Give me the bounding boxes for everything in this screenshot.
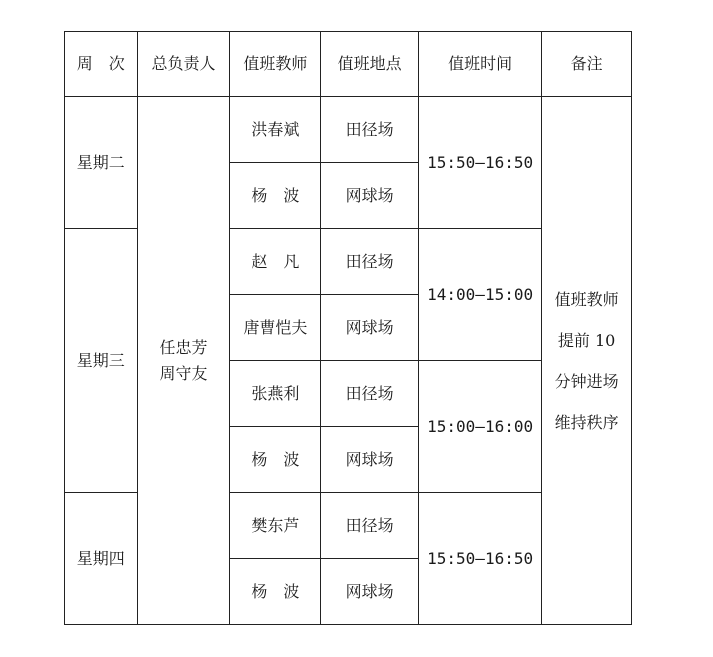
location-cell: 田径场 [321, 493, 419, 559]
chief-name: 周守友 [159, 363, 208, 383]
chief-cell [137, 97, 230, 625]
location-cell: 网球场 [321, 559, 419, 625]
note-line: 提前 10 [557, 330, 616, 350]
note-line: 分钟进场 [554, 371, 619, 391]
note-line: 维持秩序 [554, 412, 619, 432]
time-cell: 14:00–15:00 [419, 229, 542, 361]
header-time: 值班时间 [419, 32, 542, 97]
teacher-cell: 杨 波 [230, 163, 321, 229]
time-cell: 15:50–16:50 [419, 97, 542, 229]
location-cell: 田径场 [321, 97, 419, 163]
note-line: 值班教师 [554, 289, 619, 309]
time-cell: 15:00–16:00 [419, 361, 542, 493]
location-cell: 田径场 [321, 361, 419, 427]
time-cell: 15:50–16:50 [419, 493, 542, 625]
location-cell: 网球场 [321, 427, 419, 493]
teacher-cell: 洪春斌 [230, 97, 321, 163]
teacher-cell: 赵 凡 [230, 229, 321, 295]
table-row [65, 97, 632, 163]
header-chief: 总负责人 [137, 32, 230, 97]
note-cell [542, 97, 632, 625]
header-week: 周 次 [65, 32, 138, 97]
header-note: 备注 [542, 32, 632, 97]
teacher-cell: 张燕利 [230, 361, 321, 427]
duty-schedule-table [64, 31, 632, 625]
location-cell: 田径场 [321, 229, 419, 295]
teacher-cell: 杨 波 [230, 427, 321, 493]
teacher-cell: 樊东芦 [230, 493, 321, 559]
chief-name: 任忠芳 [159, 337, 208, 357]
header-teacher: 值班教师 [230, 32, 321, 97]
day-cell: 星期四 [65, 493, 138, 625]
header-location: 值班地点 [321, 32, 419, 97]
day-cell: 星期三 [65, 229, 138, 493]
day-cell: 星期二 [65, 97, 138, 229]
teacher-cell: 杨 波 [230, 559, 321, 625]
teacher-cell: 唐曹恺夫 [230, 295, 321, 361]
location-cell: 网球场 [321, 163, 419, 229]
location-cell: 网球场 [321, 295, 419, 361]
header-row [65, 32, 632, 97]
